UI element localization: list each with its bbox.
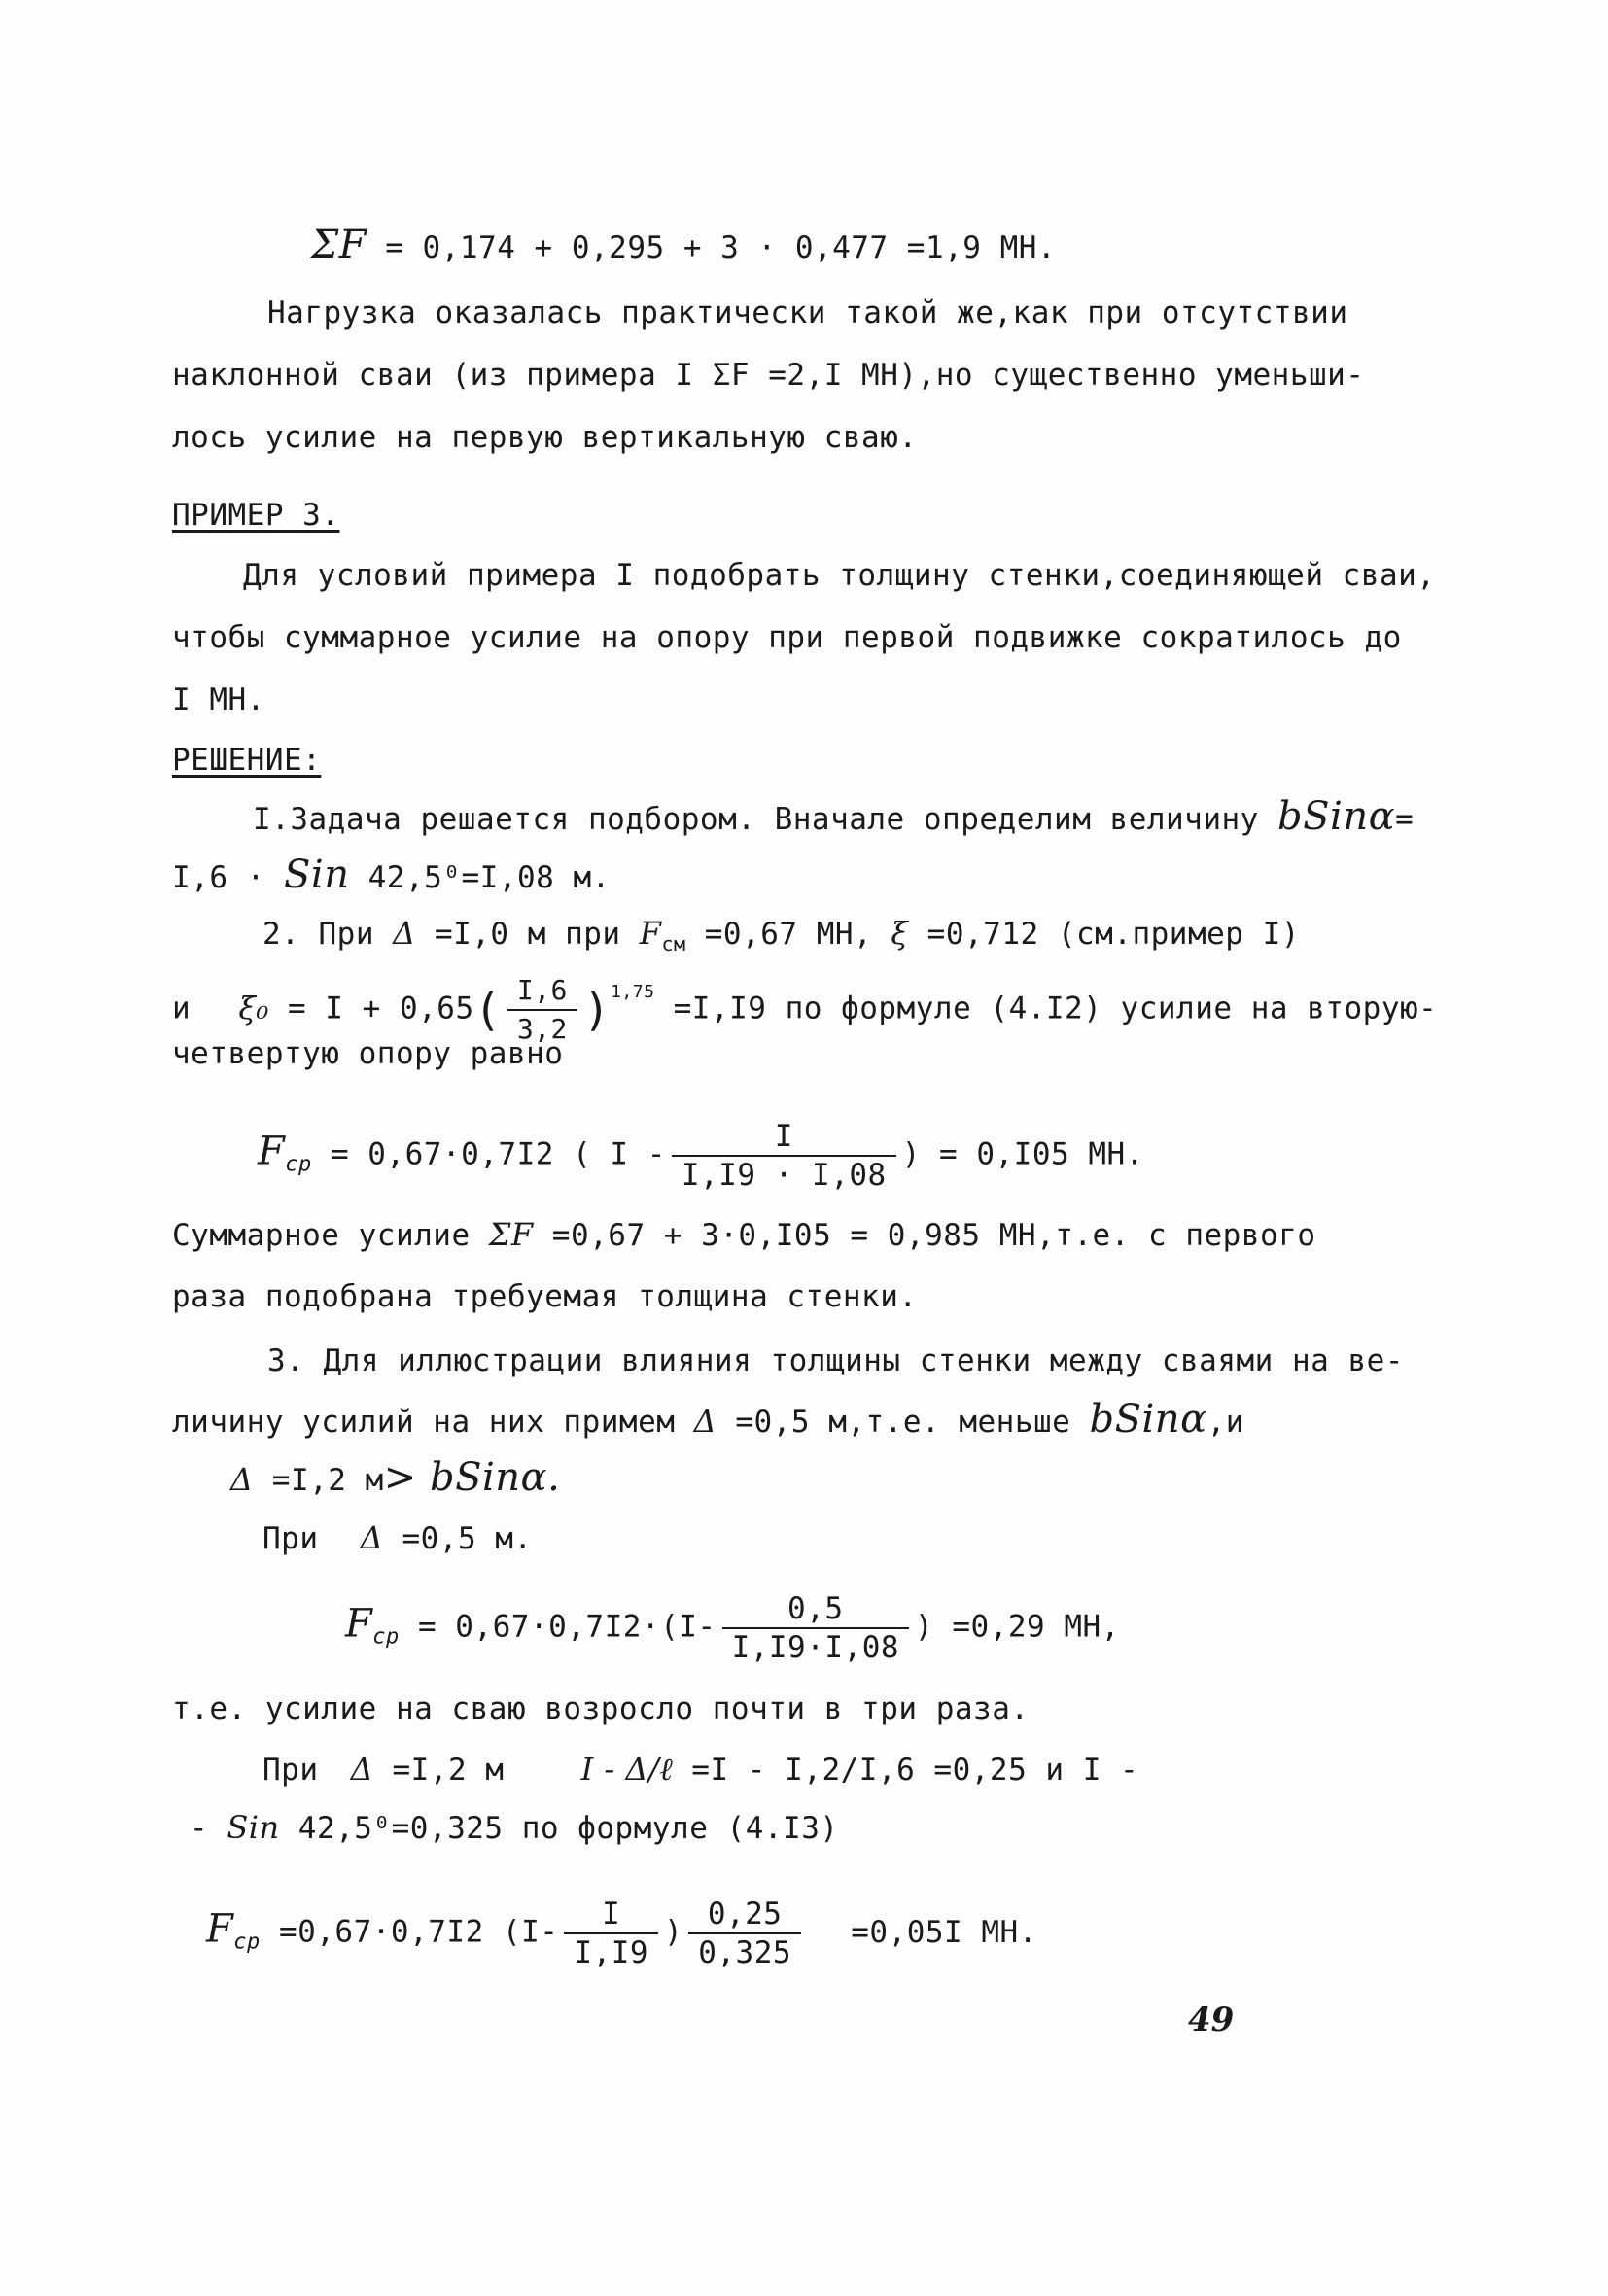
fraction bbox=[688, 1896, 801, 1971]
fraction bbox=[672, 1118, 896, 1194]
equation-fcp-1 bbox=[258, 1118, 1144, 1194]
force-symbol: F bbox=[206, 1906, 234, 1952]
handwritten-sin: Sin bbox=[227, 1809, 280, 1846]
delta-symbol: Δ bbox=[360, 1519, 384, 1556]
case-delta-12-line-2 bbox=[190, 1808, 839, 1848]
step-1-line-2 bbox=[172, 852, 611, 897]
case-text: 42,5⁰=0,325 по формуле (4.I3) bbox=[297, 1811, 839, 1846]
case-delta-05 bbox=[262, 1518, 533, 1558]
sigma-f-symbol: ΣF bbox=[311, 223, 367, 267]
handwritten-bsina: > bSinα. bbox=[383, 1455, 561, 1500]
handwritten-bsina: bSinα bbox=[1089, 1397, 1207, 1442]
fraction-denominator: I,I9·I,08 bbox=[731, 1630, 900, 1665]
step-1-line-1 bbox=[253, 794, 1415, 839]
case-text: При bbox=[262, 1521, 319, 1556]
xi-symbol: ξ bbox=[891, 915, 909, 952]
sum-line-1 bbox=[172, 1215, 1316, 1255]
equation-text: ) =0,29 МН, bbox=[915, 1609, 1120, 1645]
equation-sum-force bbox=[311, 223, 1057, 267]
force-subscript: cp bbox=[372, 1624, 400, 1650]
equation-text: =0,67·0,7I2 (I- bbox=[278, 1914, 559, 1950]
case-text: - bbox=[190, 1811, 209, 1846]
fraction bbox=[722, 1590, 909, 1666]
case-text: =0,5 м. bbox=[402, 1521, 533, 1556]
case-text: =I,2 м bbox=[392, 1753, 505, 1788]
step-3-text: ,и bbox=[1206, 1405, 1244, 1440]
sum-text: Суммарное усилие bbox=[172, 1218, 471, 1253]
equation-body: = 0,174 + 0,295 + 3 · 0,477 =1,9 МН. bbox=[385, 230, 1057, 265]
paragraph-line: 3. Для иллюстрации влияния толщины стенки между сваями на ве- bbox=[267, 1343, 1404, 1378]
case-delta-12 bbox=[262, 1750, 1138, 1790]
step-2-text: 2. При bbox=[262, 917, 374, 952]
step-3-line-2 bbox=[172, 1397, 1244, 1442]
step-3-text: личину усилий на них примем bbox=[172, 1405, 676, 1440]
force-symbol: F bbox=[345, 1601, 373, 1647]
fraction-numerator: 0,25 bbox=[688, 1896, 801, 1934]
force-subscript: cp bbox=[233, 1930, 261, 1955]
equation-text: = 0,67·0,7I2 ( I - bbox=[330, 1136, 666, 1172]
equals-sign: = bbox=[1395, 802, 1415, 837]
sum-text: =0,67 + 3·0,I05 = 0,985 МН,т.е. с первого bbox=[551, 1218, 1316, 1253]
step-2-text: =0,67 МН, bbox=[704, 917, 873, 952]
delta-symbol: Δ bbox=[393, 915, 416, 952]
fraction bbox=[564, 1896, 658, 1971]
step-2-text: =I,0 м при bbox=[434, 917, 621, 952]
xi0-symbol: ξ₀ bbox=[238, 989, 269, 1026]
equation-fcp-2 bbox=[345, 1590, 1120, 1666]
step-1-value: I,6 · bbox=[172, 860, 265, 895]
sigma-f-symbol: ΣF bbox=[488, 1216, 534, 1253]
fraction-numerator: I,6 bbox=[507, 972, 577, 1011]
paragraph-line: Для условий примера I подобрать толщину стенки,соединяющей сваи, bbox=[243, 558, 1436, 593]
solution-heading: РЕШЕНИЕ: bbox=[172, 743, 322, 778]
step-2-line-1 bbox=[262, 914, 1300, 963]
paragraph-line: I МН. bbox=[172, 682, 265, 717]
exponent: 1,75 bbox=[611, 981, 655, 1002]
case-text: При bbox=[262, 1753, 319, 1788]
fraction-denominator: 0,325 bbox=[698, 1935, 792, 1970]
paragraph-line: Нагрузка оказалась практически такой же,как при отсутствии bbox=[267, 296, 1348, 330]
fraction-denominator: I,I9 bbox=[574, 1935, 649, 1970]
page-number: 49 bbox=[1188, 2000, 1235, 2039]
fraction-numerator: I bbox=[564, 1896, 658, 1934]
fraction-denominator: 3,2 bbox=[516, 1013, 568, 1045]
force-symbol: F bbox=[639, 915, 662, 952]
force-symbol: F bbox=[258, 1129, 286, 1174]
paragraph-line: наклонной сваи (из примера I ΣF =2,I МН),но существенно уменьши- bbox=[172, 358, 1365, 393]
force-subscript: cp bbox=[285, 1152, 312, 1177]
equation-text: ) = 0,I05 МН. bbox=[901, 1136, 1144, 1172]
step-3-text: =0,5 м,т.е. меньше bbox=[735, 1405, 1071, 1440]
handwritten-bsina: bSinα bbox=[1277, 794, 1396, 839]
equation-text: = 0,67·0,7I2·(I- bbox=[417, 1609, 717, 1645]
step-1-text: I.Задача решается подбором. Вначале определим величину bbox=[253, 802, 1259, 837]
delta-symbol: Δ bbox=[693, 1403, 717, 1440]
paragraph-line: т.е. усилие на сваю возросло почти в три раза. bbox=[172, 1691, 1030, 1726]
force-subscript: см bbox=[661, 932, 686, 957]
ratio-expression: I - Δ/ℓ bbox=[580, 1751, 674, 1788]
step-2-text: =I,I9 по формуле (4.I2) усилие на вторую- bbox=[673, 991, 1438, 1026]
fraction-denominator: I,I9 · I,08 bbox=[681, 1158, 887, 1193]
delta-symbol: Δ bbox=[230, 1461, 254, 1498]
fraction-numerator: I bbox=[672, 1118, 896, 1157]
paragraph-line: четвертую опору равно bbox=[172, 1036, 564, 1071]
step-3-line-3 bbox=[230, 1455, 561, 1500]
delta-symbol: Δ bbox=[350, 1751, 374, 1788]
closing-paren: ) bbox=[664, 1914, 683, 1950]
paragraph-line: лось усилие на первую вертикальную сваю. bbox=[172, 420, 918, 455]
step-1-result: 42,5⁰=I,08 м. bbox=[367, 860, 611, 895]
handwritten-sin: Sin bbox=[284, 852, 350, 897]
equation-text: =0,05I МН. bbox=[851, 1914, 1037, 1950]
paragraph-line: чтобы суммарное усилие на опору при первой подвижке сократилось до bbox=[172, 620, 1402, 655]
example-heading: ПРИМЕР 3. bbox=[172, 498, 340, 533]
case-text: =I - I,2/I,6 =0,25 и I - bbox=[691, 1753, 1139, 1788]
step-3-text: =I,2 м bbox=[271, 1463, 384, 1498]
fraction-numerator: 0,5 bbox=[722, 1590, 909, 1629]
paragraph-line: раза подобрана требуемая толщина стенки. bbox=[172, 1279, 918, 1314]
step-2-text: =0,712 (см.пример I) bbox=[926, 917, 1300, 952]
step-2-text: = I + 0,65 bbox=[287, 991, 474, 1026]
equation-fcp-3 bbox=[206, 1896, 1037, 1971]
step-2-text: и bbox=[172, 991, 192, 1026]
step-2-line-2: и ξ₀ = I + 0,65( $\frac{I,6}{3,2}$ )$^{1,75}$ =I,I9 по формуле (4.I2) усилие на вторую- bbox=[172, 972, 1437, 1048]
